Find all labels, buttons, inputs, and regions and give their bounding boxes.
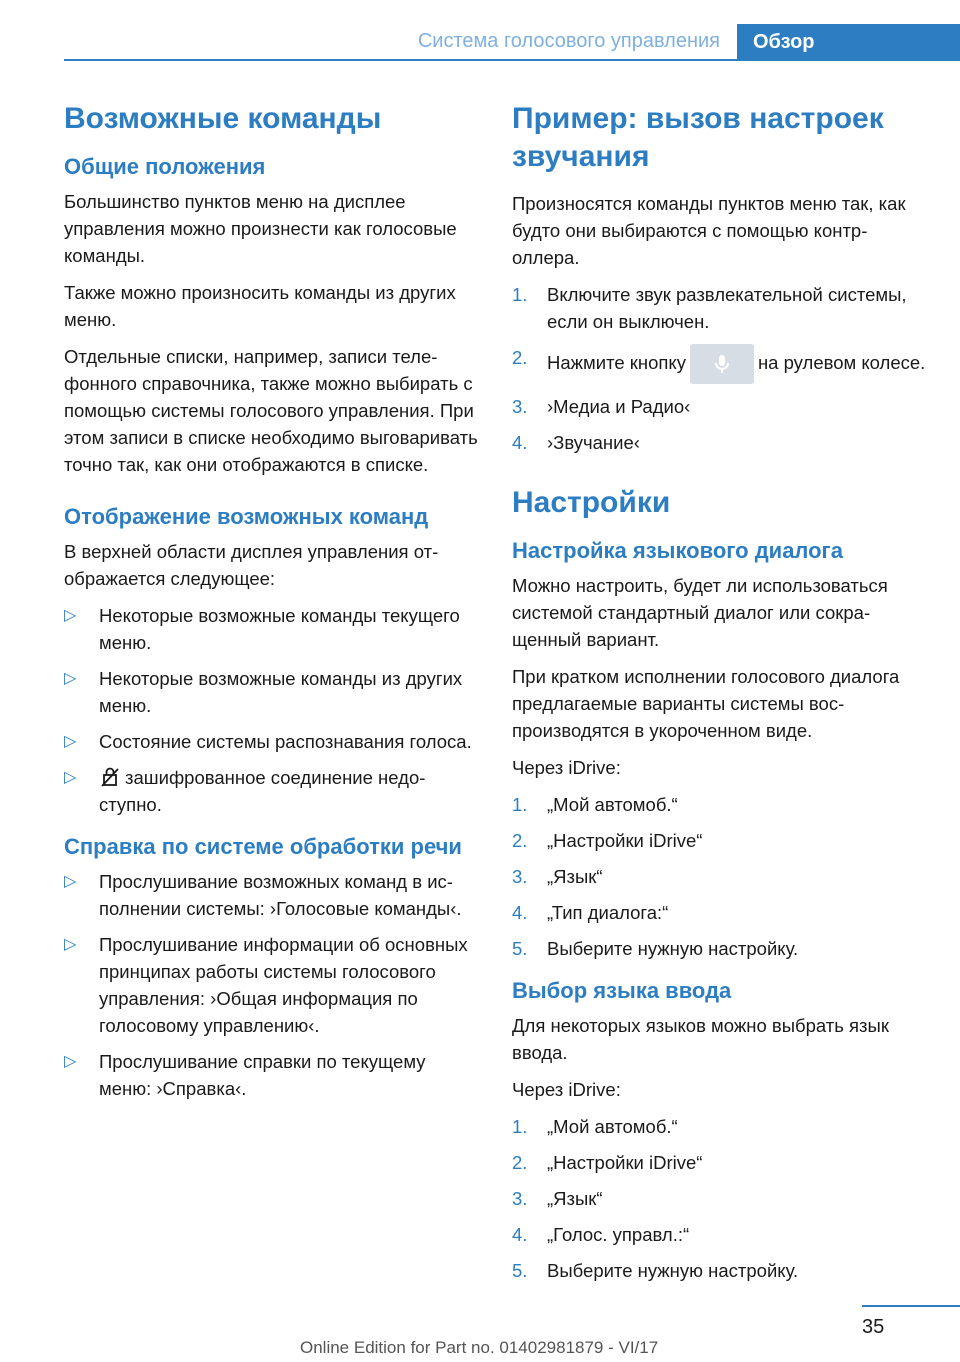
list-item: 5. Выберите нужную настройку.	[512, 1260, 799, 1281]
paragraph: Через iDrive:	[512, 1079, 621, 1100]
paragraph: Большинство пунктов меню на дисплее управления можно произнести как голосовые команды.	[64, 191, 457, 266]
list-item: ▷ Некоторые возможные команды текущего меню.	[64, 602, 479, 656]
list-item: 2. Нажмите кнопку на рулевом колесе.	[512, 344, 927, 384]
paragraph: Можно настроить, будет ли использоваться системой стандартный диалог или сокращенный вариант.	[512, 575, 888, 650]
bullet-list-display	[64, 602, 479, 818]
list-item: 1. Включите звук развлекательной системы, если он выключен.	[512, 284, 907, 332]
subsection-heading-input-language: Выбор языка ввода	[512, 978, 732, 1003]
paragraph: В верхней области дисплея управления отображается следующее:	[64, 541, 439, 589]
no-encryption-icon	[99, 766, 121, 788]
numbered-list-example	[512, 281, 927, 456]
paragraph: При кратком исполнении голосового диалога предлагаемые варианты системы воспроизводятся в укороченном виде.	[512, 666, 900, 741]
triangle-right-icon: ▷	[64, 607, 77, 624]
section-title-example: Пример: вызов настроек звучания	[512, 102, 884, 173]
right-column	[512, 100, 927, 1298]
list-item: 4. ›Звучание‹	[512, 432, 640, 453]
list-item: 2. „Настройки iDrive“	[512, 1152, 703, 1173]
list-item: ▷ Прослушивание возможных команд в исполнении системы: ›Голосовые команды‹.	[64, 868, 479, 922]
subsection-heading-display: Отображение возможных команд	[64, 504, 429, 529]
section-title-settings: Настройки	[512, 486, 671, 519]
triangle-right-icon: ▷	[64, 873, 77, 890]
list-item: 4. „Тип диалога:“	[512, 902, 669, 923]
section-title: Возможные команды	[64, 102, 382, 135]
triangle-right-icon: ▷	[64, 1053, 77, 1070]
bullet-list-help	[64, 868, 479, 1102]
paragraph: Произносятся команды пунктов меню так, как будто они выбираются с помощью контроллера.	[512, 193, 906, 268]
list-item: 4. „Голос. управл.:“	[512, 1224, 690, 1245]
paragraph: Также можно произносить команды из других меню.	[64, 282, 456, 330]
paragraph: Через iDrive:	[512, 757, 621, 778]
chapter-title: Система голосового управления	[417, 30, 720, 52]
left-column	[64, 100, 479, 1116]
paragraph: Для некоторых языков можно выбрать язык ввода.	[512, 1015, 889, 1063]
header-rule	[64, 59, 960, 61]
microphone-icon	[712, 354, 732, 374]
subsection-heading-general: Общие положения	[64, 154, 266, 179]
footer-rule	[862, 1305, 960, 1307]
page-header	[0, 24, 960, 61]
voice-button-image	[690, 344, 754, 384]
section-tab: Обзор	[737, 24, 960, 61]
triangle-right-icon: ▷	[64, 670, 77, 687]
numbered-list-dialog	[512, 791, 927, 962]
subsection-heading-dialog: Настройка языкового диалога	[512, 538, 843, 563]
list-item: 3. „Язык“	[512, 1188, 603, 1209]
paragraph: Отдельные списки, например, записи телефонного справочника, также можно выбирать с помощью системы голосового управления. При этом записи в списке необходимо выговаривать точно так, как они отображаются в списке.	[64, 346, 478, 475]
list-item: ▷ Некоторые возможные команды из других меню.	[64, 665, 479, 719]
list-item: 3. ›Медиа и Радио‹	[512, 396, 691, 417]
list-item: 1. „Мой автомоб.“	[512, 794, 678, 815]
edition-note: Online Edition for Part no. 01402981879 - VI/17	[300, 1338, 659, 1357]
triangle-right-icon: ▷	[64, 733, 77, 750]
list-item: ▷ Состояние системы распознавания голоса.	[64, 728, 479, 755]
list-item: ▷ зашифрованное соединение недоступно.	[64, 764, 479, 818]
subsection-heading-help: Справка по системе обработки речи	[64, 834, 462, 859]
triangle-right-icon: ▷	[64, 936, 77, 953]
list-item: 2. „Настройки iDrive“	[512, 830, 703, 851]
page-number: 35	[862, 1316, 885, 1338]
list-item: 3. „Язык“	[512, 866, 603, 887]
list-item: 1. „Мой автомоб.“	[512, 1116, 678, 1137]
list-item: 5. Выберите нужную настройку.	[512, 938, 799, 959]
list-item: ▷ Прослушивание справки по текущему меню: ›Справка‹.	[64, 1048, 479, 1102]
triangle-right-icon: ▷	[64, 769, 77, 786]
list-item: ▷ Прослушивание информации об основных принципах работы системы голосового управления: ›Общая информация по голосовому управлению‹.	[64, 931, 479, 1039]
numbered-list-input-language	[512, 1113, 927, 1284]
